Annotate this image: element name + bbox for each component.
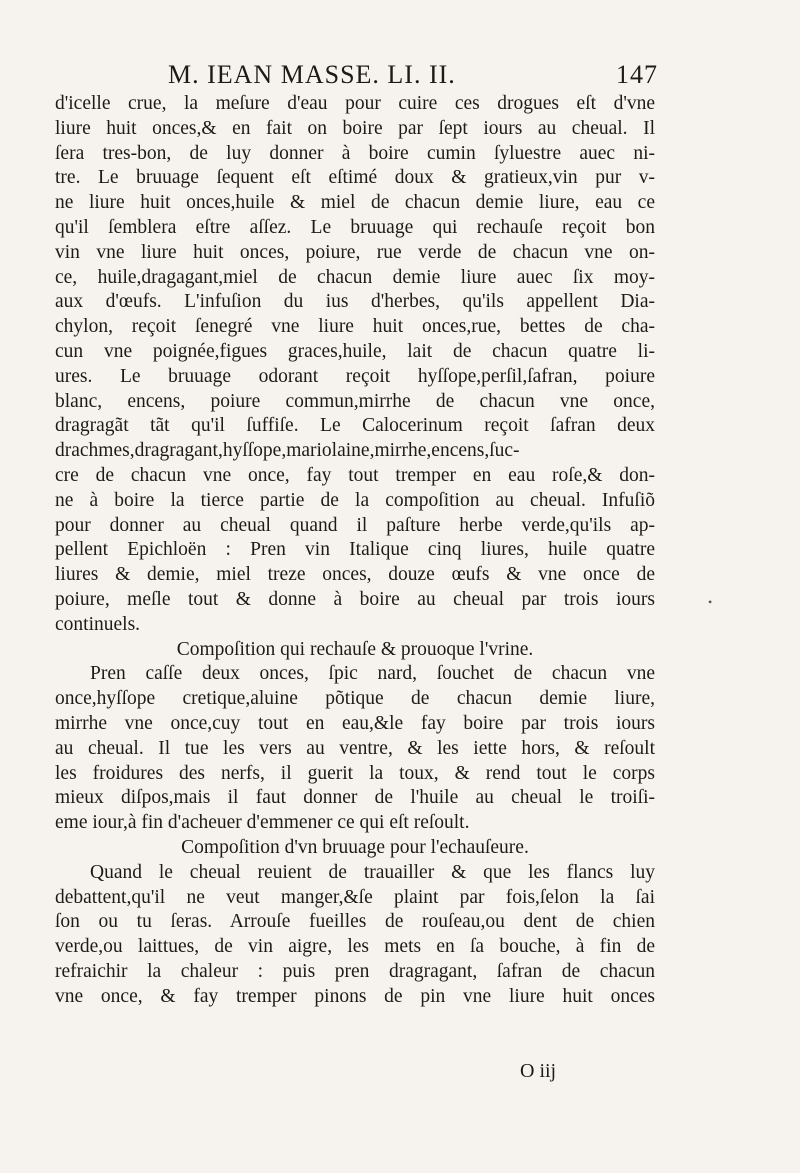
text-line: blanc, encens, poiure commun,mirrhe de chacun vne once, xyxy=(55,390,655,412)
text-line: pellent Epichloën : Pren vin Italique cinq liures, huile quatre xyxy=(55,539,655,561)
text-line: liure huit onces,& en fait on boire par ſept iours au cheual. Il xyxy=(55,117,655,139)
text-line: pour donner au cheual quand il paſture herbe verde,qu'ils ap- xyxy=(55,514,655,536)
margin-dot: • xyxy=(708,595,713,609)
text-line: d'icelle crue, la meſure d'eau pour cuire ces drogues eſt d'vne xyxy=(55,93,655,114)
text-line: eme iour,à fin d'acheuer d'emmener ce qui eſt reſoult. xyxy=(55,812,470,834)
text-line: once,hyſſope cretique,aluine põtique de chacun demie liure, xyxy=(55,688,655,710)
text-line: debattent,qu'il ne veut manger,&ſe plaint par fois,ſelon la ſai xyxy=(55,886,655,908)
text-line: ures. Le bruuage odorant reçoit hyſſope,perſil,ſafran, poiure xyxy=(55,365,655,387)
text-line: liures & demie, miel treze onces, douze œufs & vne once de xyxy=(55,564,655,586)
text-line: ne à boire la tierce partie de la compoſition au cheual. Infuſiõ xyxy=(55,489,655,511)
text-line: qu'il ſemblera eſtre aſſez. Le bruuage qui rechauſe reçoit bon xyxy=(55,216,655,238)
text-line: tre. Le bruuage ſequent eſt eſtimé doux & gratieux,vin pur v- xyxy=(55,167,655,189)
text-line: Quand le cheual reuient de trauailler & que les flancs luy xyxy=(90,861,655,883)
section-heading: Compoſition qui rechauſe & prouoque l'vrine. xyxy=(176,638,534,660)
signature-mark: O iij xyxy=(520,1060,557,1082)
text-line: ſera tres-bon, de luy donner à boire cumin ſyluestre auec ni- xyxy=(55,142,655,164)
text-line: drachmes,dragragant,hyſſope,mariolaine,mirrhe,encens,ſuc- xyxy=(55,440,520,462)
section-heading: Compoſition d'vn bruuage pour l'echauſeure. xyxy=(181,836,529,858)
text-line: ce, huile,dragagant,miel de chacun demie liure auec ſix moy- xyxy=(55,266,655,288)
text-line: poiure, meſle tout & donne à boire au cheual par trois iours xyxy=(55,588,655,610)
text-line: ne liure huit onces,huile & miel de chacun demie liure, eau ce xyxy=(55,192,655,214)
text-line: continuels. xyxy=(55,613,141,635)
text-line: cre de chacun vne once, fay tout tremper en eau roſe,& don- xyxy=(55,464,655,486)
text-line: verde,ou laittues, de vin aigre, les mets en ſa bouche, à fin de xyxy=(55,936,655,958)
text-line: Pren caſſe deux onces, ſpic nard, ſouchet de chacun vne xyxy=(90,663,655,685)
text-line: aux d'œufs. L'infuſion du ius d'herbes, qu'ils appellent Dia- xyxy=(55,291,655,313)
running-title: M. IEAN MASSE. LI. II. xyxy=(168,60,456,89)
running-head xyxy=(168,60,658,96)
text-line: vne once, & fay tremper pinons de pin vne liure huit onces xyxy=(55,985,655,1007)
text-line: vin vne liure huit onces, poiure, rue verde de chacun vne on- xyxy=(55,241,655,263)
text-line: ſon ou tu ſeras. Arrouſe fueilles de rouſeau,ou dent de chien xyxy=(55,911,655,933)
text-line: mirrhe vne once,cuy tout en eau,&le fay boire par trois iours xyxy=(55,712,655,734)
text-line: mieux diſpos,mais il faut donner de l'huile au cheual le troiſi- xyxy=(55,787,655,809)
text-line: les froidures des nerfs, il guerit la toux, & rend tout le corps xyxy=(55,762,655,784)
text-line: refraichir la chaleur : puis pren dragragant, ſafran de chacun xyxy=(55,960,655,982)
text-line: cun vne poignée,figues graces,huile, lait de chacun quatre li- xyxy=(55,340,655,362)
body-text xyxy=(55,92,655,1009)
text-line: au cheual. Il tue les vers au ventre, & les iette hors, & reſoult xyxy=(55,737,655,759)
text-line: dragragãt tãt qu'il ſuffiſe. Le Calocerinum reçoit ſafran deux xyxy=(55,415,655,437)
page-number: 147 xyxy=(616,60,658,89)
text-line: chylon, reçoit ſenegré vne liure huit onces,rue, bettes de cha- xyxy=(55,316,655,338)
